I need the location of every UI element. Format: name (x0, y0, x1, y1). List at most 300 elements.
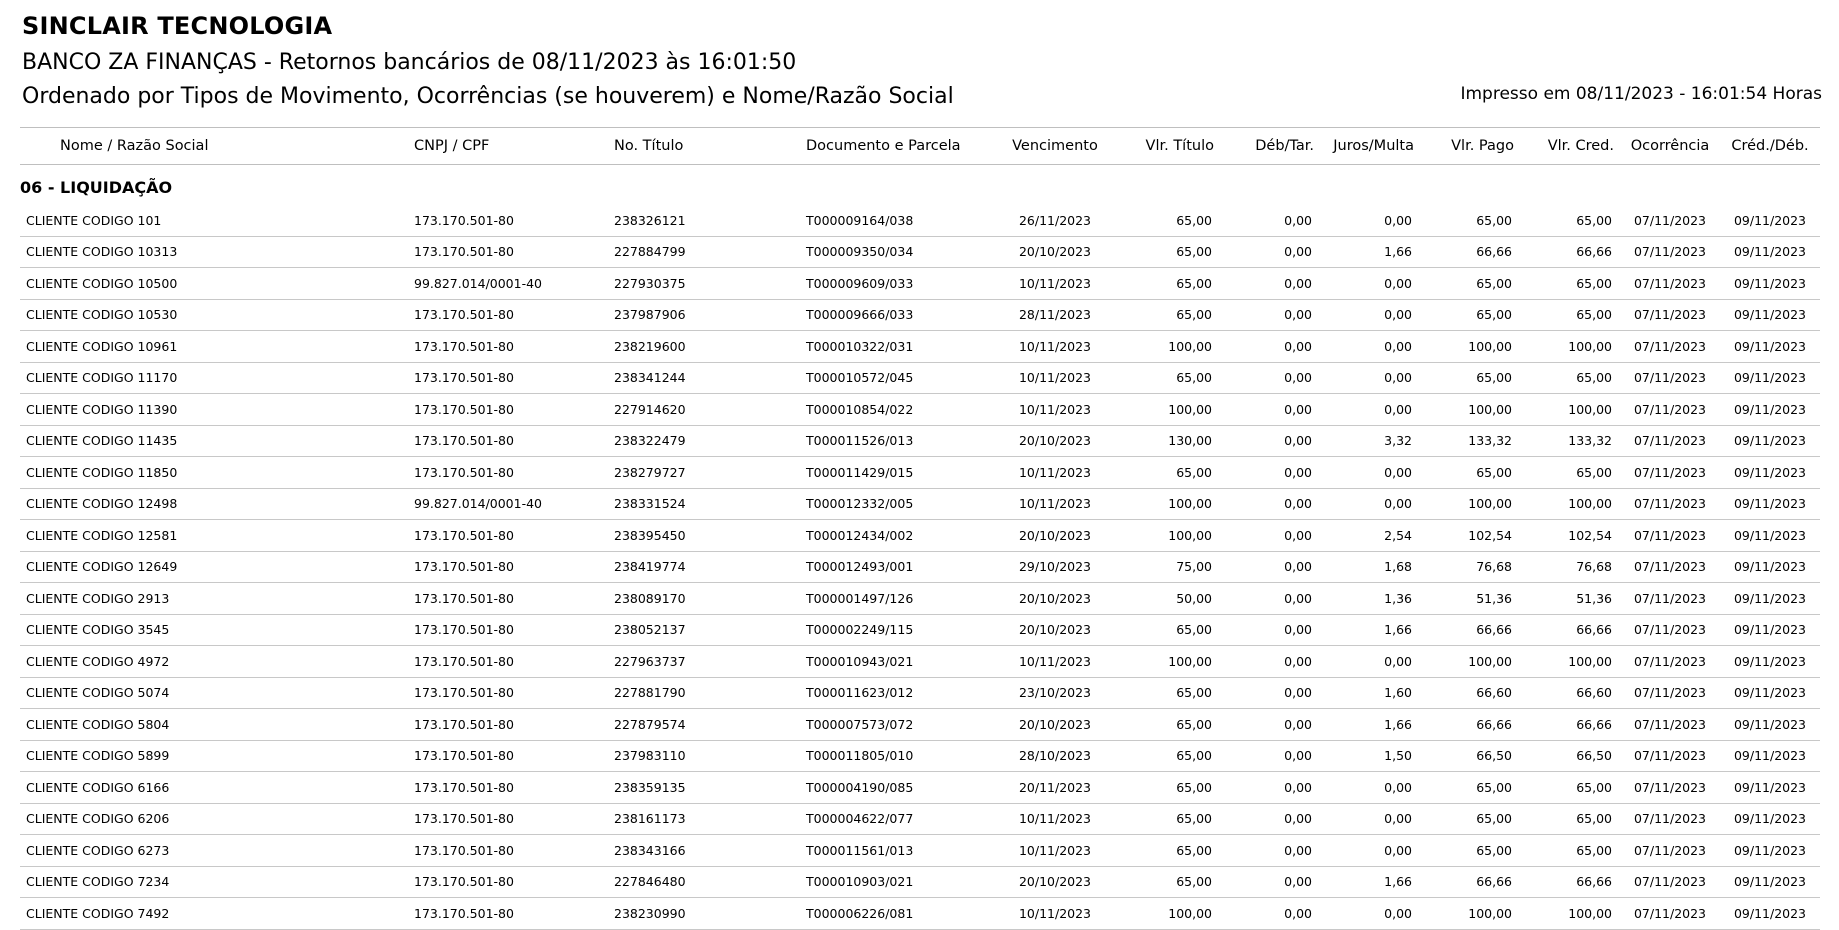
cell-juros-multa: 0,00 (1320, 457, 1420, 489)
cell-vlr-pago: 51,36 (1420, 583, 1520, 615)
table-row (20, 362, 1820, 394)
col-header-cred-deb: Créd./Déb. (1720, 128, 1820, 165)
cell-juros-multa: 0,00 (1320, 835, 1420, 867)
col-header-vlr-titulo: Vlr. Título (1110, 128, 1220, 165)
cell-cred-deb: 09/11/2023 (1720, 551, 1820, 583)
cell-vencimento: 20/10/2023 (1000, 866, 1110, 898)
cell-cnpj: 173.170.501-80 (408, 866, 608, 898)
cell-cnpj: 173.170.501-80 (408, 551, 608, 583)
cell-juros-multa: 1,66 (1320, 709, 1420, 741)
cell-deb-tar: 0,00 (1220, 299, 1320, 331)
cell-documento: T000007573/072 (800, 709, 1000, 741)
cell-ocorrencia: 07/11/2023 (1620, 835, 1720, 867)
cell-vlr-titulo: 100,00 (1110, 488, 1220, 520)
cell-vlr-titulo: 65,00 (1110, 614, 1220, 646)
cell-nome: CLIENTE CODIGO 5804 (20, 709, 408, 741)
cell-titulo: 238219600 (608, 331, 800, 363)
cell-titulo: 238161173 (608, 803, 800, 835)
cell-juros-multa: 1,66 (1320, 614, 1420, 646)
cell-juros-multa: 1,50 (1320, 740, 1420, 772)
cell-documento: T000011526/013 (800, 425, 1000, 457)
table-row (20, 709, 1820, 741)
cell-deb-tar: 0,00 (1220, 205, 1320, 236)
company-name: SINCLAIR TECNOLOGIA (22, 12, 333, 40)
cell-cred-deb: 09/11/2023 (1720, 488, 1820, 520)
table-row (20, 425, 1820, 457)
col-header-cnpj: CNPJ / CPF (408, 128, 608, 165)
cell-vencimento: 20/10/2023 (1000, 614, 1110, 646)
cell-vlr-pago: 66,66 (1420, 866, 1520, 898)
cell-vencimento: 10/11/2023 (1000, 646, 1110, 678)
cell-vencimento: 10/11/2023 (1000, 803, 1110, 835)
cell-cnpj: 173.170.501-80 (408, 205, 608, 236)
cell-deb-tar: 0,00 (1220, 803, 1320, 835)
cell-cred-deb: 09/11/2023 (1720, 299, 1820, 331)
cell-vlr-titulo: 100,00 (1110, 898, 1220, 930)
cell-vlr-pago: 65,00 (1420, 299, 1520, 331)
cell-juros-multa: 0,00 (1320, 803, 1420, 835)
cell-vlr-pago: 66,66 (1420, 236, 1520, 268)
cell-vlr-cred: 65,00 (1520, 457, 1620, 489)
cell-cnpj: 173.170.501-80 (408, 614, 608, 646)
cell-juros-multa: 0,00 (1320, 394, 1420, 426)
returns-table-container (20, 127, 1820, 930)
table-row (20, 331, 1820, 363)
cell-documento: T000001497/126 (800, 583, 1000, 615)
cell-cnpj: 173.170.501-80 (408, 362, 608, 394)
cell-documento: T000010903/021 (800, 866, 1000, 898)
cell-nome: CLIENTE CODIGO 10313 (20, 236, 408, 268)
group-label: 06 - LIQUIDAÇÃO (20, 177, 173, 197)
cell-juros-multa: 0,00 (1320, 646, 1420, 678)
cell-documento: T000011805/010 (800, 740, 1000, 772)
cell-ocorrencia: 07/11/2023 (1620, 205, 1720, 236)
cell-vencimento: 23/10/2023 (1000, 677, 1110, 709)
cell-cnpj: 173.170.501-80 (408, 677, 608, 709)
cell-nome: CLIENTE CODIGO 7492 (20, 898, 408, 930)
cell-cnpj: 173.170.501-80 (408, 740, 608, 772)
table-row (20, 205, 1820, 236)
cell-ocorrencia: 07/11/2023 (1620, 709, 1720, 741)
cell-cnpj: 173.170.501-80 (408, 583, 608, 615)
cell-deb-tar: 0,00 (1220, 520, 1320, 552)
cell-nome: CLIENTE CODIGO 4972 (20, 646, 408, 678)
col-header-ocorrencia: Ocorrência (1620, 128, 1720, 165)
cell-vlr-pago: 76,68 (1420, 551, 1520, 583)
cell-cred-deb: 09/11/2023 (1720, 394, 1820, 426)
cell-vlr-titulo: 75,00 (1110, 551, 1220, 583)
cell-ocorrencia: 07/11/2023 (1620, 236, 1720, 268)
cell-cnpj: 173.170.501-80 (408, 299, 608, 331)
cell-vlr-cred: 66,60 (1520, 677, 1620, 709)
cell-vlr-titulo: 65,00 (1110, 268, 1220, 300)
cell-ocorrencia: 07/11/2023 (1620, 646, 1720, 678)
table-row (20, 677, 1820, 709)
cell-cnpj: 173.170.501-80 (408, 331, 608, 363)
table-row (20, 551, 1820, 583)
cell-juros-multa: 1,66 (1320, 236, 1420, 268)
cell-titulo: 227914620 (608, 394, 800, 426)
cell-ocorrencia: 07/11/2023 (1620, 299, 1720, 331)
cell-titulo: 238052137 (608, 614, 800, 646)
cell-vlr-pago: 65,00 (1420, 772, 1520, 804)
cell-ocorrencia: 07/11/2023 (1620, 866, 1720, 898)
cell-deb-tar: 0,00 (1220, 362, 1320, 394)
cell-documento: T000009350/034 (800, 236, 1000, 268)
cell-cred-deb: 09/11/2023 (1720, 677, 1820, 709)
cell-vlr-titulo: 50,00 (1110, 583, 1220, 615)
table-row (20, 457, 1820, 489)
cell-cnpj: 173.170.501-80 (408, 803, 608, 835)
cell-vencimento: 26/11/2023 (1000, 205, 1110, 236)
cell-vlr-pago: 100,00 (1420, 394, 1520, 426)
cell-vlr-cred: 100,00 (1520, 646, 1620, 678)
cell-documento: T000009666/033 (800, 299, 1000, 331)
cell-vlr-cred: 65,00 (1520, 299, 1620, 331)
cell-juros-multa: 3,32 (1320, 425, 1420, 457)
cell-juros-multa: 0,00 (1320, 205, 1420, 236)
cell-vlr-titulo: 65,00 (1110, 803, 1220, 835)
cell-ocorrencia: 07/11/2023 (1620, 488, 1720, 520)
cell-cred-deb: 09/11/2023 (1720, 866, 1820, 898)
cell-cnpj: 99.827.014/0001-40 (408, 268, 608, 300)
table-row (20, 394, 1820, 426)
cell-deb-tar: 0,00 (1220, 583, 1320, 615)
cell-nome: CLIENTE CODIGO 12649 (20, 551, 408, 583)
cell-juros-multa: 0,00 (1320, 362, 1420, 394)
cell-nome: CLIENTE CODIGO 2913 (20, 583, 408, 615)
cell-vlr-pago: 65,00 (1420, 803, 1520, 835)
cell-vlr-pago: 65,00 (1420, 457, 1520, 489)
cell-deb-tar: 0,00 (1220, 835, 1320, 867)
cell-deb-tar: 0,00 (1220, 866, 1320, 898)
cell-documento: T000009164/038 (800, 205, 1000, 236)
cell-vlr-pago: 100,00 (1420, 488, 1520, 520)
group-row (20, 165, 1820, 206)
cell-titulo: 238322479 (608, 425, 800, 457)
col-header-vencimento: Vencimento (1000, 128, 1110, 165)
cell-juros-multa: 0,00 (1320, 488, 1420, 520)
cell-vlr-titulo: 65,00 (1110, 205, 1220, 236)
cell-vencimento: 10/11/2023 (1000, 394, 1110, 426)
cell-vlr-cred: 65,00 (1520, 835, 1620, 867)
cell-vlr-cred: 100,00 (1520, 898, 1620, 930)
cell-cred-deb: 09/11/2023 (1720, 614, 1820, 646)
cell-titulo: 227846480 (608, 866, 800, 898)
cell-nome: CLIENTE CODIGO 11850 (20, 457, 408, 489)
cell-ocorrencia: 07/11/2023 (1620, 583, 1720, 615)
col-header-nome: Nome / Razão Social (20, 128, 408, 165)
cell-nome: CLIENTE CODIGO 10500 (20, 268, 408, 300)
cell-vencimento: 10/11/2023 (1000, 488, 1110, 520)
cell-documento: T000012332/005 (800, 488, 1000, 520)
cell-ocorrencia: 07/11/2023 (1620, 268, 1720, 300)
cell-documento: T000012493/001 (800, 551, 1000, 583)
cell-vencimento: 20/10/2023 (1000, 583, 1110, 615)
table-row (20, 236, 1820, 268)
cell-nome: CLIENTE CODIGO 6273 (20, 835, 408, 867)
printed-timestamp: Impresso em 08/11/2023 - 16:01:54 Horas (1460, 84, 1822, 104)
cell-titulo: 237983110 (608, 740, 800, 772)
cell-vlr-cred: 51,36 (1520, 583, 1620, 615)
cell-cred-deb: 09/11/2023 (1720, 205, 1820, 236)
cell-titulo: 227879574 (608, 709, 800, 741)
cell-cred-deb: 09/11/2023 (1720, 583, 1820, 615)
cell-deb-tar: 0,00 (1220, 740, 1320, 772)
cell-documento: T000012434/002 (800, 520, 1000, 552)
cell-vlr-pago: 102,54 (1420, 520, 1520, 552)
cell-nome: CLIENTE CODIGO 5074 (20, 677, 408, 709)
cell-vencimento: 10/11/2023 (1000, 331, 1110, 363)
cell-titulo: 227884799 (608, 236, 800, 268)
cell-vencimento: 28/11/2023 (1000, 299, 1110, 331)
cell-vlr-cred: 100,00 (1520, 394, 1620, 426)
table-row (20, 299, 1820, 331)
col-header-deb-tar: Déb/Tar. (1220, 128, 1320, 165)
cell-vlr-pago: 100,00 (1420, 331, 1520, 363)
cell-vlr-cred: 133,32 (1520, 425, 1620, 457)
cell-titulo: 238359135 (608, 772, 800, 804)
cell-cnpj: 99.827.014/0001-40 (408, 488, 608, 520)
cell-vlr-cred: 66,66 (1520, 236, 1620, 268)
cell-titulo: 238331524 (608, 488, 800, 520)
col-header-juros-multa: Juros/Multa (1320, 128, 1420, 165)
cell-vlr-titulo: 65,00 (1110, 677, 1220, 709)
cell-cnpj: 173.170.501-80 (408, 236, 608, 268)
cell-vencimento: 10/11/2023 (1000, 268, 1110, 300)
cell-vlr-cred: 100,00 (1520, 488, 1620, 520)
col-header-vlr-pago: Vlr. Pago (1420, 128, 1520, 165)
cell-deb-tar: 0,00 (1220, 331, 1320, 363)
cell-ocorrencia: 07/11/2023 (1620, 394, 1720, 426)
cell-juros-multa: 1,66 (1320, 866, 1420, 898)
cell-vencimento: 20/11/2023 (1000, 772, 1110, 804)
cell-juros-multa: 1,36 (1320, 583, 1420, 615)
cell-juros-multa: 0,00 (1320, 331, 1420, 363)
cell-vencimento: 20/10/2023 (1000, 425, 1110, 457)
cell-vlr-pago: 66,60 (1420, 677, 1520, 709)
cell-cnpj: 173.170.501-80 (408, 394, 608, 426)
cell-vlr-cred: 66,66 (1520, 709, 1620, 741)
cell-vlr-pago: 66,66 (1420, 614, 1520, 646)
cell-cred-deb: 09/11/2023 (1720, 268, 1820, 300)
cell-ocorrencia: 07/11/2023 (1620, 740, 1720, 772)
table-row (20, 268, 1820, 300)
table-row (20, 520, 1820, 552)
cell-cnpj: 173.170.501-80 (408, 898, 608, 930)
cell-nome: CLIENTE CODIGO 3545 (20, 614, 408, 646)
table-row (20, 835, 1820, 867)
cell-nome: CLIENTE CODIGO 6206 (20, 803, 408, 835)
cell-documento: T000010854/022 (800, 394, 1000, 426)
cell-cred-deb: 09/11/2023 (1720, 898, 1820, 930)
cell-nome: CLIENTE CODIGO 11390 (20, 394, 408, 426)
cell-cred-deb: 09/11/2023 (1720, 331, 1820, 363)
cell-vlr-titulo: 65,00 (1110, 299, 1220, 331)
col-header-vlr-cred: Vlr. Cred. (1520, 128, 1620, 165)
cell-ocorrencia: 07/11/2023 (1620, 898, 1720, 930)
cell-cnpj: 173.170.501-80 (408, 520, 608, 552)
cell-nome: CLIENTE CODIGO 11170 (20, 362, 408, 394)
cell-vlr-cred: 76,68 (1520, 551, 1620, 583)
report-subtitle: BANCO ZA FINANÇAS - Retornos bancários de 08/11/2023 às 16:01:50 (22, 50, 797, 75)
cell-vlr-cred: 102,54 (1520, 520, 1620, 552)
cell-ocorrencia: 07/11/2023 (1620, 520, 1720, 552)
cell-documento: T000002249/115 (800, 614, 1000, 646)
cell-ocorrencia: 07/11/2023 (1620, 331, 1720, 363)
cell-deb-tar: 0,00 (1220, 709, 1320, 741)
col-header-titulo: No. Título (608, 128, 800, 165)
cell-cred-deb: 09/11/2023 (1720, 835, 1820, 867)
cell-vlr-titulo: 65,00 (1110, 457, 1220, 489)
table-row (20, 803, 1820, 835)
cell-vlr-titulo: 100,00 (1110, 394, 1220, 426)
table-row (20, 583, 1820, 615)
cell-vencimento: 20/10/2023 (1000, 236, 1110, 268)
cell-juros-multa: 1,68 (1320, 551, 1420, 583)
cell-vlr-cred: 65,00 (1520, 803, 1620, 835)
cell-vencimento: 10/11/2023 (1000, 362, 1110, 394)
cell-titulo: 237987906 (608, 299, 800, 331)
cell-nome: CLIENTE CODIGO 6166 (20, 772, 408, 804)
cell-cred-deb: 09/11/2023 (1720, 457, 1820, 489)
cell-ocorrencia: 07/11/2023 (1620, 677, 1720, 709)
cell-nome: CLIENTE CODIGO 10961 (20, 331, 408, 363)
cell-vlr-pago: 65,00 (1420, 268, 1520, 300)
cell-vencimento: 20/10/2023 (1000, 709, 1110, 741)
cell-juros-multa: 2,54 (1320, 520, 1420, 552)
table-row (20, 772, 1820, 804)
cell-cred-deb: 09/11/2023 (1720, 740, 1820, 772)
cell-ocorrencia: 07/11/2023 (1620, 457, 1720, 489)
cell-vlr-titulo: 65,00 (1110, 835, 1220, 867)
cell-vlr-titulo: 100,00 (1110, 646, 1220, 678)
cell-titulo: 238341244 (608, 362, 800, 394)
cell-vlr-pago: 65,00 (1420, 835, 1520, 867)
cell-titulo: 238419774 (608, 551, 800, 583)
table-row (20, 740, 1820, 772)
cell-vlr-titulo: 65,00 (1110, 362, 1220, 394)
cell-vlr-cred: 66,66 (1520, 614, 1620, 646)
table-row (20, 866, 1820, 898)
cell-deb-tar: 0,00 (1220, 614, 1320, 646)
cell-documento: T000004190/085 (800, 772, 1000, 804)
cell-nome: CLIENTE CODIGO 11435 (20, 425, 408, 457)
cell-nome: CLIENTE CODIGO 12581 (20, 520, 408, 552)
cell-documento: T000004622/077 (800, 803, 1000, 835)
cell-vlr-titulo: 130,00 (1110, 425, 1220, 457)
cell-vlr-cred: 66,66 (1520, 866, 1620, 898)
cell-vencimento: 10/11/2023 (1000, 898, 1110, 930)
cell-cnpj: 173.170.501-80 (408, 835, 608, 867)
returns-table (20, 127, 1820, 930)
cell-vlr-cred: 65,00 (1520, 205, 1620, 236)
cell-documento: T000006226/081 (800, 898, 1000, 930)
cell-vlr-cred: 65,00 (1520, 772, 1620, 804)
cell-cred-deb: 09/11/2023 (1720, 646, 1820, 678)
cell-deb-tar: 0,00 (1220, 677, 1320, 709)
cell-vlr-cred: 66,50 (1520, 740, 1620, 772)
cell-juros-multa: 0,00 (1320, 268, 1420, 300)
cell-cred-deb: 09/11/2023 (1720, 425, 1820, 457)
cell-cnpj: 173.170.501-80 (408, 646, 608, 678)
cell-titulo: 238395450 (608, 520, 800, 552)
cell-vlr-cred: 100,00 (1520, 331, 1620, 363)
cell-vlr-pago: 66,66 (1420, 709, 1520, 741)
cell-cnpj: 173.170.501-80 (408, 457, 608, 489)
cell-cred-deb: 09/11/2023 (1720, 362, 1820, 394)
cell-vlr-titulo: 65,00 (1110, 709, 1220, 741)
cell-deb-tar: 0,00 (1220, 551, 1320, 583)
cell-cred-deb: 09/11/2023 (1720, 236, 1820, 268)
cell-vlr-pago: 65,00 (1420, 362, 1520, 394)
cell-vlr-pago: 66,50 (1420, 740, 1520, 772)
cell-titulo: 227881790 (608, 677, 800, 709)
cell-deb-tar: 0,00 (1220, 646, 1320, 678)
table-header-row (20, 128, 1820, 165)
table-row (20, 898, 1820, 930)
col-header-documento: Documento e Parcela (800, 128, 1000, 165)
cell-vlr-titulo: 65,00 (1110, 772, 1220, 804)
cell-vlr-pago: 100,00 (1420, 898, 1520, 930)
cell-deb-tar: 0,00 (1220, 268, 1320, 300)
cell-cnpj: 173.170.501-80 (408, 709, 608, 741)
cell-nome: CLIENTE CODIGO 10530 (20, 299, 408, 331)
cell-documento: T000010322/031 (800, 331, 1000, 363)
cell-documento: T000010943/021 (800, 646, 1000, 678)
cell-vlr-titulo: 100,00 (1110, 331, 1220, 363)
cell-vlr-titulo: 65,00 (1110, 236, 1220, 268)
cell-vlr-pago: 133,32 (1420, 425, 1520, 457)
cell-vencimento: 20/10/2023 (1000, 520, 1110, 552)
cell-vlr-titulo: 65,00 (1110, 740, 1220, 772)
cell-titulo: 238089170 (608, 583, 800, 615)
cell-ocorrencia: 07/11/2023 (1620, 803, 1720, 835)
cell-ocorrencia: 07/11/2023 (1620, 551, 1720, 583)
cell-vencimento: 10/11/2023 (1000, 835, 1110, 867)
cell-vlr-pago: 65,00 (1420, 205, 1520, 236)
cell-deb-tar: 0,00 (1220, 488, 1320, 520)
cell-documento: T000009609/033 (800, 268, 1000, 300)
cell-cnpj: 173.170.501-80 (408, 425, 608, 457)
cell-cnpj: 173.170.501-80 (408, 772, 608, 804)
cell-deb-tar: 0,00 (1220, 772, 1320, 804)
cell-cred-deb: 09/11/2023 (1720, 520, 1820, 552)
cell-vlr-titulo: 100,00 (1110, 520, 1220, 552)
cell-deb-tar: 0,00 (1220, 425, 1320, 457)
cell-deb-tar: 0,00 (1220, 898, 1320, 930)
cell-ocorrencia: 07/11/2023 (1620, 772, 1720, 804)
cell-juros-multa: 0,00 (1320, 898, 1420, 930)
cell-documento: T000010572/045 (800, 362, 1000, 394)
cell-titulo: 227930375 (608, 268, 800, 300)
cell-vlr-titulo: 65,00 (1110, 866, 1220, 898)
cell-juros-multa: 1,60 (1320, 677, 1420, 709)
table-body (20, 165, 1820, 930)
cell-titulo: 227963737 (608, 646, 800, 678)
cell-titulo: 238343166 (608, 835, 800, 867)
cell-documento: T000011623/012 (800, 677, 1000, 709)
table-row (20, 646, 1820, 678)
cell-nome: CLIENTE CODIGO 12498 (20, 488, 408, 520)
cell-documento: T000011429/015 (800, 457, 1000, 489)
cell-juros-multa: 0,00 (1320, 772, 1420, 804)
cell-juros-multa: 0,00 (1320, 299, 1420, 331)
cell-vencimento: 10/11/2023 (1000, 457, 1110, 489)
cell-vlr-cred: 65,00 (1520, 268, 1620, 300)
cell-documento: T000011561/013 (800, 835, 1000, 867)
table-row (20, 488, 1820, 520)
